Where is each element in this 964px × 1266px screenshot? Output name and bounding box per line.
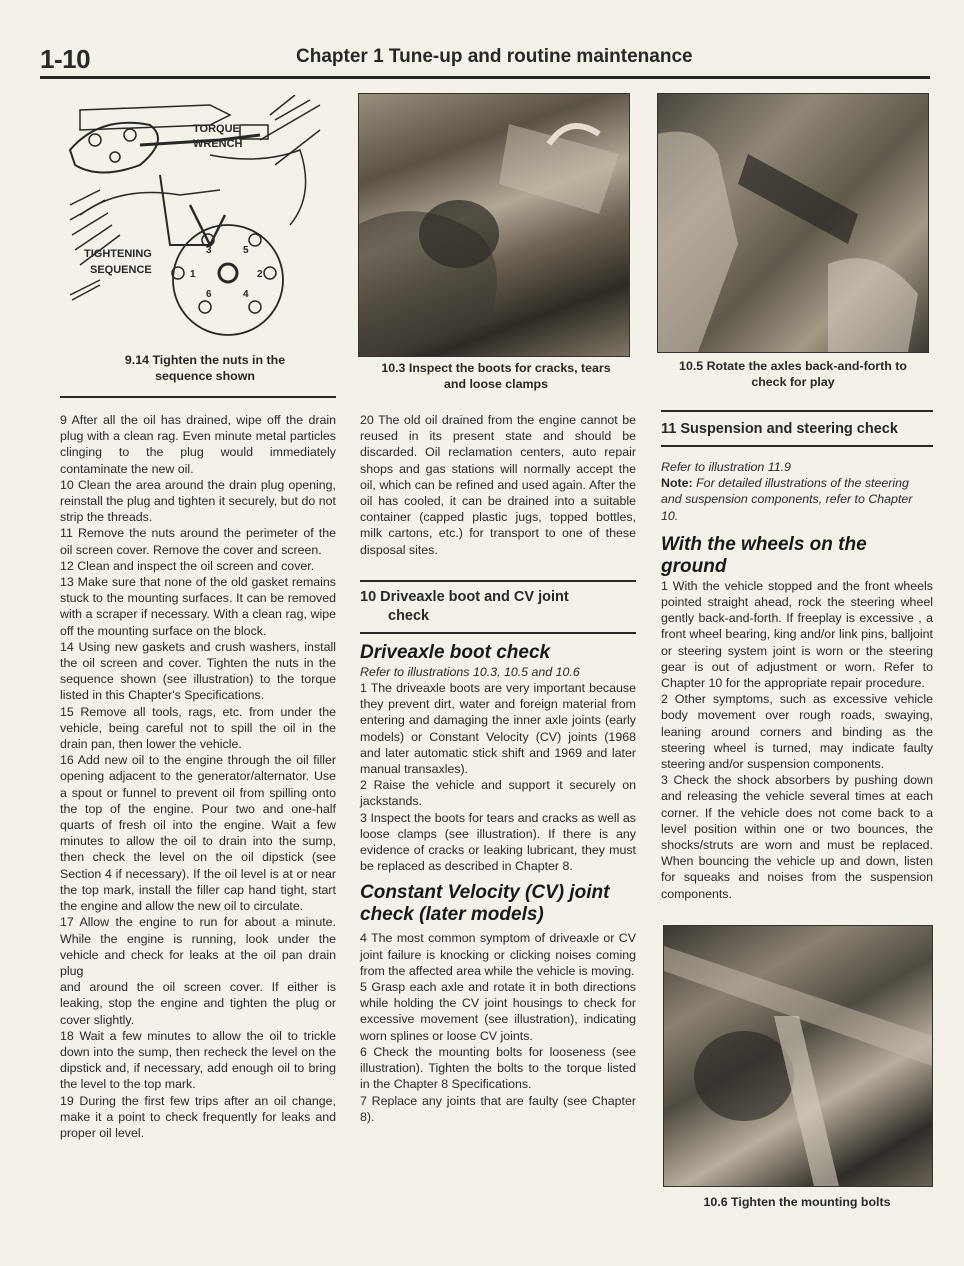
section-10-heading: 10 Driveaxle boot and CV joint check <box>360 588 569 624</box>
paragraph: 7 Replace any joints that are faulty (see Chapter 8). <box>360 1093 636 1124</box>
subheading-boot-check: Driveaxle boot check <box>360 641 551 663</box>
label-torque: TORQUE <box>193 123 240 135</box>
paragraph: 11 Remove the nuts around the perimeter of the oil screen cover. Remove the cover and screen. <box>60 526 336 557</box>
caption-10-5: 10.5 Rotate the axles back-and-forth to check for play <box>679 359 907 389</box>
seq-2: 2 <box>257 269 263 280</box>
paragraph: 3 Inspect the boots for tears and cracks as well as loose clamps (see illustration). If there is any evidence of cracks or leaking lubricant, they must be replaced as described in Chapter 8. <box>360 810 636 874</box>
section-11-rule-top <box>661 410 933 412</box>
paragraph: 14 Using new gaskets and crush washers, install the oil screen and cover. Tighten the nuts in the sequence shown (see illustration) to the torque listed in this Chapter's Specifications. <box>60 639 336 703</box>
page-number: 1-10 <box>40 44 91 74</box>
paragraph: 1 With the vehicle stopped and the front wheels pointed straight ahead, rock the steering wheel gently back-and-forth. If freeplay is excessive , a front wheel bearing, king and/or link pins, balljoint or steering system joint is worn or the steering gear is out of adjustment or worn. Refer to Chapter 10 for the appropriate repair procedure. <box>661 578 933 691</box>
paragraph: 2 Other symptoms, such as excessive vehicle body movement over rough roads, swaying, leaning around corners and binding as the steering wheel is turned, may indicate faulty steering and/or suspension components. <box>661 692 933 772</box>
note: Note: For detailed illustrations of the steering and suspension components, refer to Chapter 10. <box>661 476 913 523</box>
paragraph: 16 Add new oil to the engine through the oil filler opening adjacent to the generator/alternator. Use a spout or funnel to prevent oil from spilling onto the top of the engine. Pour two and one-half quarts of fresh oil into the engine. Wait a few minutes to allow the oil to drain into the sump, then check the level on the oil dipstick (see Section 4 if necessary). If the oil level is at or near the top mark, install the filler cap hand tight, start the engine and allow the new oil to circulate. <box>60 753 336 914</box>
seq-3: 3 <box>206 245 212 256</box>
bolts-photo-illustration <box>664 926 932 1186</box>
section-10-rule-bottom <box>360 632 636 634</box>
column-2 <box>360 412 636 1125</box>
paragraph: 6 Check the mounting bolts for looseness (see illustration). Tighten the bolts to the torque listed in the Chapter 8 Specifications. <box>360 1044 636 1092</box>
chapter-title: Chapter 1 Tune-up and routine maintenance <box>296 46 693 67</box>
label-tightening: TIGHTENING <box>84 248 152 260</box>
axle-photo-illustration <box>658 94 928 352</box>
column-3 <box>661 410 933 902</box>
paragraph: and around the oil screen cover. If either is leaking, stop the engine and tighten the plug or cover slightly. <box>60 980 336 1027</box>
refer-note: Refer to illustration 11.9 <box>661 460 791 474</box>
paragraph: 19 During the first few trips after an oil change, make it a point to check frequently for leaks and proper oil level. <box>60 1093 336 1140</box>
label-sequence: SEQUENCE <box>90 264 152 276</box>
caption-10-6: 10.6 Tighten the mounting bolts <box>703 1195 891 1209</box>
seq-4: 4 <box>243 289 249 300</box>
seq-6: 6 <box>206 289 212 300</box>
col1-rule <box>60 396 336 398</box>
paragraph: 12 Clean and inspect the oil screen and cover. <box>60 558 315 573</box>
column-1 <box>60 412 336 1141</box>
paragraph: 9 After all the oil has drained, wipe off the drain plug with a clean rag. Even minute metal particles clinging to the plug would immediately contaminate the new oil. <box>60 413 336 476</box>
figure-9-14-drawing <box>60 95 330 340</box>
boot-photo-illustration <box>359 94 629 356</box>
figure-10-5-photo <box>657 93 929 353</box>
paragraph: 4 The most common symptom of driveaxle or CV joint failure is knocking or clicking noises coming from the affected area while the vehicle is moving. <box>360 931 636 978</box>
paragraph: 17 Allow the engine to run for about a minute. While the engine is running, look under the vehicle and check for leaks at the oil pan drain plug <box>60 915 336 978</box>
section-10-rule-top <box>360 580 636 582</box>
paragraph: 18 Wait a few minutes to allow the oil to trickle down into the sump, then recheck the level on the dipstick and, if necessary, add enough oil to bring the level to the top mark. <box>60 1028 336 1092</box>
header-rule <box>40 76 930 79</box>
paragraph: 10 Clean the area around the drain plug opening, reinstall the plug and tighten it securely, but do not strip the threads. <box>60 477 336 525</box>
paragraph: 13 Make sure that none of the old gasket remains stuck to the mounting surfaces. It can be removed with a scraper if necessary. With a clean rag, wipe off the mounting surface on the block. <box>60 575 336 638</box>
page-header <box>40 40 930 80</box>
caption-9-14: 9.14 Tighten the nuts in the sequence shown <box>124 353 286 383</box>
paragraph: 5 Grasp each axle and rotate it in both directions while holding the CV joint housings to check for excessive movement (see illustration), indicating worn splines or loose CV joints. <box>360 980 636 1043</box>
seq-5: 5 <box>243 245 249 256</box>
figure-10-6-photo <box>663 925 933 1187</box>
seq-1: 1 <box>190 269 196 280</box>
label-wrench: WRENCH <box>193 138 243 150</box>
paragraph: 1 The driveaxle boots are very important because they prevent dirt, water and foreign material from entering and damaging the inner axle joints (early models) or Constant Velocity (CV) joints (1968 and later automatic stick shift and 1969 and later manual transaxles). <box>360 681 636 777</box>
paragraph-20: 20 The old oil drained from the engine cannot be reused in its present state and should be discarded. Oil reclamation centers, auto repair shops and gas stations will normally accept the oil, which can be refined and used again. After the oil has cooled, it can be drained into a suitable container (capped plastic jugs, topped bottles, milk cartons, etc.) for transport to one of these disposal sites. <box>360 413 636 557</box>
refer-note: Refer to illustrations 10.3, 10.5 and 10.6 <box>360 664 580 679</box>
torque-sequence-diagram <box>60 95 330 340</box>
paragraph: 2 Raise the vehicle and support it securely on jackstands. <box>360 778 636 809</box>
subheading-wheels-ground: With the wheels on the ground <box>661 533 867 577</box>
section-11-heading: 11 Suspension and steering check <box>661 421 898 437</box>
caption-10-3: 10.3 Inspect the boots for cracks, tears and loose clamps <box>381 361 611 391</box>
subheading-cv-check: Constant Velocity (CV) joint check (later models) <box>360 882 610 926</box>
figure-10-3-photo <box>358 93 630 357</box>
section-11-rule-bottom <box>661 445 933 447</box>
paragraph: 15 Remove all tools, rags, etc. from under the vehicle, being careful not to spill the oil in the drain pan, then lower the vehicle. <box>60 704 336 752</box>
paragraph: 3 Check the shock absorbers by pushing down and releasing the vehicle several times at each corner. If the vehicle does not come back to a level position within one or two bounces, the shocks/struts are worn and must be replaced. When bouncing the vehicle up and down, listen for squeaks and noises from the suspension components. <box>661 773 933 901</box>
